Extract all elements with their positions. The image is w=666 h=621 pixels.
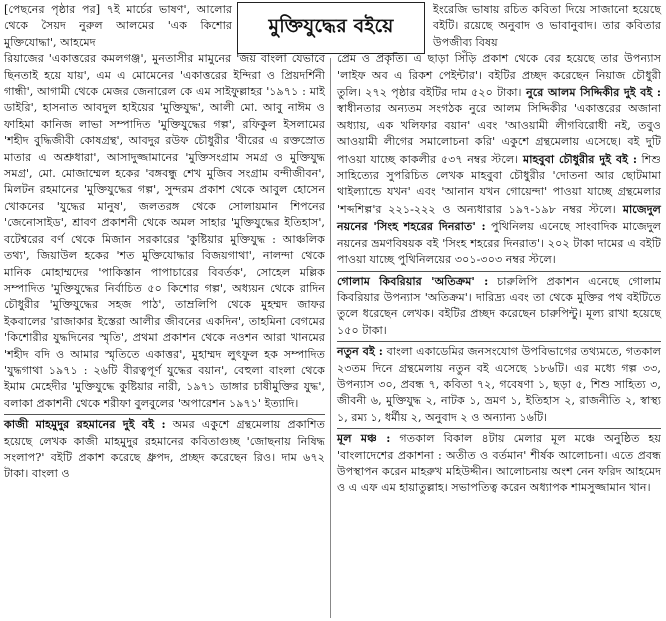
separator bbox=[337, 341, 661, 342]
left-intro: [পেছনের পৃষ্ঠার পর] ৭ই মার্চের ভাষণ', আলোর থেকে সৈয়দ নুরুল আলমের 'এক কিশোর মুক্তিযোদ্ধা', আহমেদ bbox=[4, 3, 232, 49]
separator bbox=[337, 428, 661, 429]
section-body: শিশু সাহিত্যের সুপরিচিত লেখক মাহবুবা চৌধুরীর 'দোতনা আর ছোটমামা থাইল্যান্ডে যখন' এবং 'আনান যখন গোয়েন্দা' পাওয়া যাচ্ছে গ্রন্থমেলার 'শব্দশিল্প'র ২২১-২২২ ও অন্যধারার ১৯৭-১৯৮ নম্বর স্টলে। bbox=[337, 152, 661, 216]
section-body: গতকাল বিকাল ৪টায় মেলার মূল মঞ্চে অনুষ্ঠিত হয় 'বাংলাদেশের প্রকাশনা : অতীত ও বর্তমান' শীর্ষক আলোচনা। এতে প্রবন্ধ উপস্থাপন করেন মাহরুখ মহিউদ্দীন। আলোচনায় অংশ নেন ফরিদ আহমেদ ও এ এফ এম হায়াতুল্লাহ। সভাপতিত্ব করেন অধ্যাপক শামসুজ্জামান খান। bbox=[337, 432, 661, 495]
right-paragraph-4 bbox=[337, 430, 661, 497]
section-body: বাংলা একাডেমির জনসংযোগ উপবিভাগের তথ্যমতে, গতকাল ২৩তম দিনে গ্রন্থমেলায় নতুন বই এসেছে ১৮৬টি। এর মধ্যে গল্প ৩৩, উপন্যাস ৩০, প্রবন্ধ ৭, কবিতা ৭২, গবেষণা ১, ছড়া ৫, শিশু সাহিত্য ৩, জীবনী ৬, মুক্তিযুদ্ধ ২, নাটক ১, ভ্রমণ ১, ইতিহাস ২, রাজনীতি ২, স্বাস্থ্য ১, রম্য ১, ধর্মীয় ২, অনুবাদ ২ ও অন্যান্য ১৬টি। bbox=[337, 345, 661, 424]
section-heading: নতুন বই : bbox=[337, 344, 383, 359]
right-intro: ইংরেজি ভাষায় রচিত কবিতা দিয়ে সাজানো হয়েছে বইটি। রয়েছে অনুবাদ ও ভাবানুবাদ। তার কবিতার উপজীব্য বিষয় bbox=[433, 3, 661, 49]
separator bbox=[337, 271, 661, 272]
headline: মুক্তিযুদ্ধের বইয়ে bbox=[268, 15, 394, 37]
left-paragraph-1: রিয়াজের 'একাত্তরের কমলগঞ্জ', মুনতাসীর মামুনের 'জয় বাংলা যেভাবে ছিনতাই হয়ে যায়', এম এ মোমেনের 'একাত্তরের ইন্দিরা ও প্রিয়দর্শিনী গান্ধী', আগামী থেকে মেজর জেনারেল কে এম সাইফুল্লাহর '১৯৭১ : মাই ডাইরি', হাসনাত আবদুল হাইয়ের 'মুক্তিযুদ্ধ', আলী মো. আবু নাঈম ও ফাহিমা কানিজ লাভা সম্পাদিত 'মুক্তিযুদ্ধের গল্প', রফিকুল ইসলামের 'শহীদ বুদ্ধিজীবী কোষগ্রন্থ', আবদুর রউফ চৌধুরীর 'বীরের এ রক্তস্রোত মাতার এ অশ্রুধারা', আসাদুজ্জামানের 'মুক্তিসংগ্রাম সমগ্র ও মুক্তিযুদ্ধ সমগ্র', মো. মোজাম্মেল হকের 'বঙ্গবন্ধু শেখ মুজিব সংগ্রাম বন্দীজীবন', মিলটন রহমানের 'মুক্তিযুদ্ধের গল্প', সুন্দরম প্রকাশ থেকে আবুল হোসেন খোকনের 'যুদ্ধের মানুষ', জলতরঙ্গ থেকে সোলায়মান শিপনের 'জেনোসাইড', শ্রাবণ প্রকাশনী থেকে অমল সাহার 'মুক্তিযুদ্ধের ইতিহাস', বটেশ্বরের বর্ণ থেকে মিজান সরকারের 'কুষ্টিয়ার মুক্তিযুদ্ধ : আঞ্চলিক তথ্য', জিয়াউল হকের 'শত মুক্তিযোদ্ধার বিজয়গাথা', নালন্দা থেকে মানিক মোহাম্মদের 'পাকিস্তান পাপাচারের বিবর্তক', সোহেল মল্লিক সম্পাদিত 'মুক্তিযুদ্ধের নির্বাচিত ৫০ কিশোর গল্প', অধ্যয়ন থেকে রাদিন চৌধুরীর 'মুক্তিযুদ্ধের সহজ পাঠ', তাম্রলিপি থেকে মুহম্মদ জাফর ইকবালের 'রাজাকার ইস্তেরা আলীর জীবনের একদিন', তাহমিনা বেগমের 'কিশোরীর যুদ্ধদিনের স্মৃতি', প্রথমা প্রকাশন থেকে নওশন আরা খানমের 'শহীদ বদি ও আমার স্মৃতিতে একাত্তর', মুহাম্মদ লুৎফুল হক সম্পাদিত 'যুদ্ধগাথা ১৯৭১ : ২৬টি বীরত্বপূর্ণ যুদ্ধের বয়ান', বেহুলা বাংলা থেকে ইমাম মেহেদীর 'মুক্তিযুদ্ধে কুষ্টিয়ার নারী, ১৯৭১ ডাঙ্গার চাষীমুক্তির যুদ্ধ', বলাকা প্রকাশনী থেকে শরীফা বুলবুলের 'অপারেশন ১৯৭১' ইত্যাদি। bbox=[4, 52, 325, 410]
section-body: চারুলিপি প্রকাশন এনেছে গোলাম কিবরিয়ার উপন্যাস 'অতিক্রম'। দারিদ্র্য এবং তা থেকে মুক্তির পথ বইটিতে তুলে ধরেছেন লেখক। বইটির প্রচ্ছদ করেছেন চারুপিন্টু। মূল্য রাখা হয়েছে ১৫০ টাকা। bbox=[337, 274, 661, 337]
right-paragraph-3 bbox=[337, 343, 661, 426]
right-column bbox=[337, 2, 661, 497]
section-body: অমর একুশে গ্রন্থমেলায় প্রকাশিত হয়েছে লেখক কাজী মাহমুদুর রহমানের কবিতাগুচ্ছ 'জোছনায় নিষিদ্ধ সংলাপ?' বইটি প্রকাশ করেছে ধ্রুপদ, প্রচ্ছদ করেছেন রিও। দাম ৬৭২ টাকা। বাংলা ও bbox=[4, 418, 325, 481]
left-column bbox=[4, 2, 325, 483]
section-heading: কাজী মাহমুদুর রহমানের দুই বই : bbox=[4, 417, 166, 432]
section-heading: মাহবুবা চৌধুরীর দুই বই : bbox=[518, 151, 637, 166]
separator bbox=[4, 414, 325, 415]
section-body: পুথিনিলয় এনেছে সাংবাদিক মাজেদুল নয়নের ভ্রমণবিষয়ক বই 'সিংহ শহরের দিনরাত'। ২০২ টাকা দামের এ বইটি পাওয়া যাচ্ছে পুথিনিলয়ের ৩০১-৩০৩ নম্বর স্টলে। bbox=[337, 220, 661, 267]
right-paragraph-2 bbox=[337, 273, 661, 340]
section-body: স্বাধীনতার অন্যতম সংগঠক নুরে আলম সিদ্দিকীর 'একাত্তরের অজানা অধ্যায়, এক খলিফার বয়ান' এবং 'আওয়ামী লীগবিরোধী নই, তবুও আওয়ামী লীগের সমালোচনা করি' একুশে গ্রন্থমেলায় এসেছে। বই দুটি পাওয়া যাচ্ছে কাকলীর ৫৩৭ নম্বর স্টলে। bbox=[337, 102, 661, 166]
section-heading: মাজেদুল নয়নের 'সিংহ শহরের দিনরাত' : bbox=[337, 201, 661, 234]
right-paragraph-1 bbox=[337, 51, 661, 268]
section-body: প্রেম ও প্রকৃতি। এ ছাড়া সিঁড়ি প্রকাশ থেকে বের হয়েছে তার উপন্যাস 'লাইফ অব এ রিকশ পেইন্টার'। বইটির প্রচ্ছদ করেছেন নিয়াজ চৌধুরী তুলি। ২৭২ পৃষ্ঠার বইটির দাম ৫২০ টাকা। bbox=[337, 52, 661, 100]
left-paragraph-2 bbox=[4, 416, 325, 483]
section-heading: মূল মঞ্চ : bbox=[337, 431, 391, 446]
column-divider bbox=[330, 58, 331, 618]
section-heading: নুরে আলম সিদ্দিকীর দুই বই : bbox=[521, 85, 661, 100]
section-heading: গোলাম কিবরিয়ার 'অতিক্রম' : bbox=[337, 273, 489, 288]
